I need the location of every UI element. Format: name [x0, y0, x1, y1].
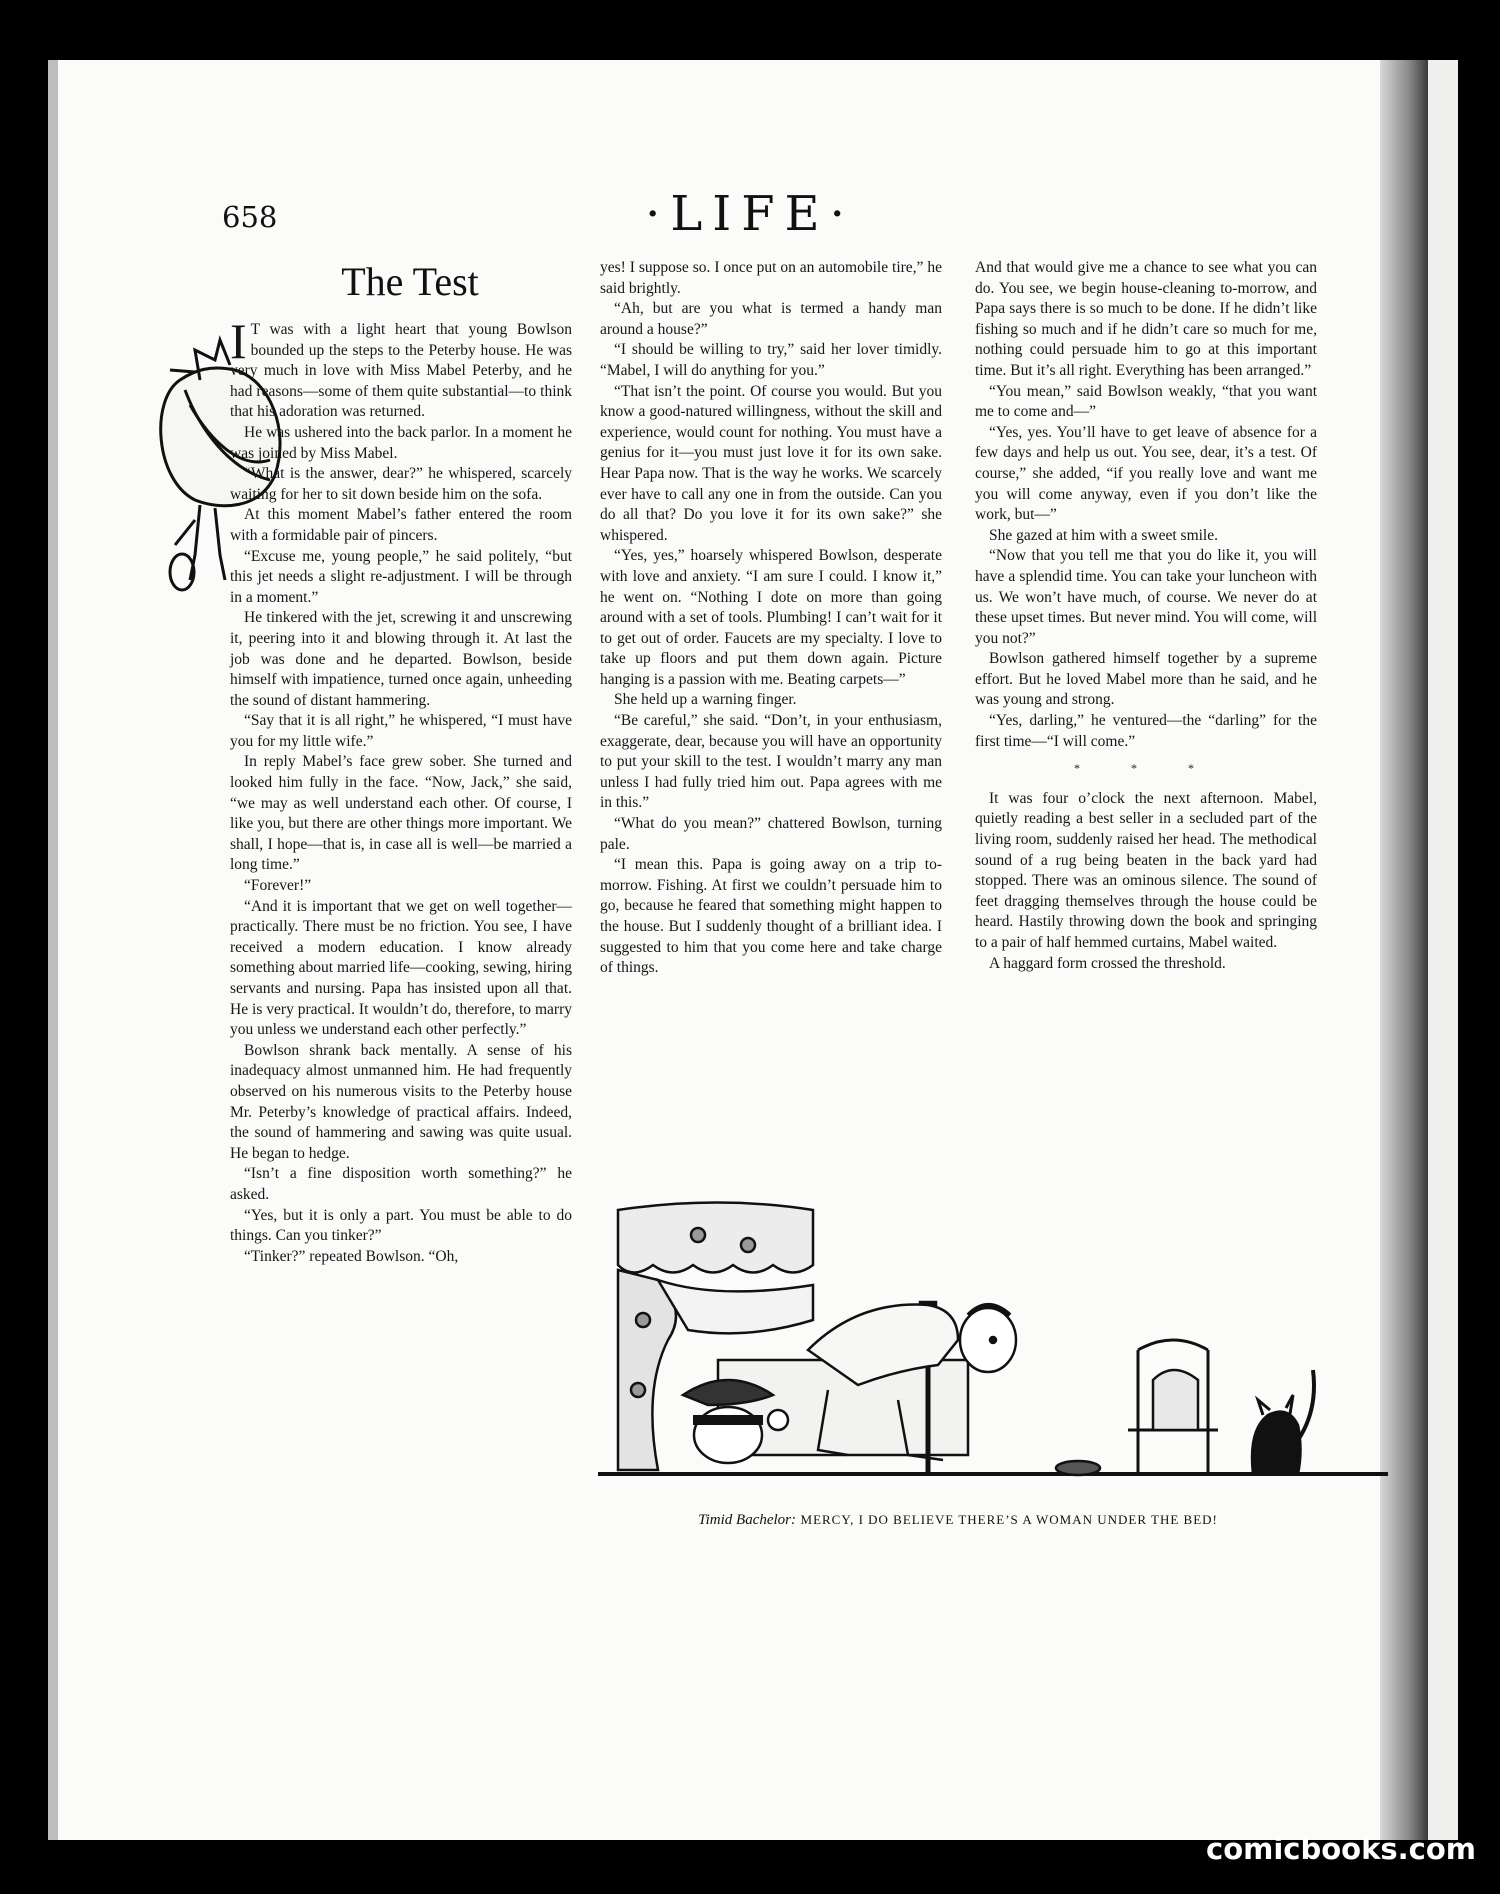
article-paragraph: She held up a warning finger. — [614, 691, 797, 709]
page-spine — [1380, 60, 1428, 1840]
page-left-edge — [48, 60, 58, 1840]
article-paragraph: He was ushered into the back parlor. In a moment he was joined by Miss Mabel. — [230, 423, 572, 462]
next-page-edge — [1428, 60, 1458, 1840]
cartoon-caption — [598, 1512, 1318, 1529]
article-paragraph: “Be careful,” she said. “Don’t, in your enthusiasm, exaggerate, dear, because you will have an opportunity to put your skill to the test. I wouldn’t marry any man unless I had fully tried him out. Papa agrees with me in this.” — [600, 712, 942, 812]
article-paragraph: “Excuse me, young people,” he said politely, “but this jet needs a slight re-adjustment. I will be through in a moment.” — [230, 547, 572, 606]
masthead-title: ·LIFE· — [645, 186, 855, 242]
article-paragraph: “I mean this. Papa is going away on a trip to-morrow. Fishing. At first we couldn’t persuade him to go, because he feared that something might happen to the house. But I suddenly thought of a brilliant idea. I suggested to him that you come here and take charge of things. — [600, 856, 942, 977]
article-paragraph: “Ah, but are you what is termed a handy man around a house?” — [600, 300, 942, 338]
article-paragraph: “What is the answer, dear?” he whispered, scarcely waiting for her to sit down beside him on the sofa. — [230, 465, 572, 503]
article-paragraph: “Yes, but it is only a part. You must be able to do things. Can you tinker?” — [230, 1206, 572, 1245]
article-paragraph: “Forever!” — [244, 877, 312, 895]
caption-speaker: Timid Bachelor: — [698, 1512, 797, 1528]
article-paragraph: “Isn’t a fine disposition worth something?” he asked. — [230, 1165, 572, 1203]
article-paragraph: “Now that you tell me that you do like it, you will have a splendid time. You can take your luncheon with us. We won’t have much, of course. We never do at these upset times. But never mind. You will come, will you not?” — [975, 547, 1317, 647]
article-paragraph: “That isn’t the point. Of course you would. But you know a good-natured willingness, without the skill and experience, would count for nothing. You must have a genius for it—you must just love it for its own sake. Hear Papa now. That is the way he works. We scarcely ever have to call any one in from the outside. Can you do all that? Do you love it for its own sake?” she whispered. — [600, 382, 942, 544]
article-paragraph: “Tinker?” repeated Bowlson. “Oh, — [244, 1247, 459, 1265]
bed-cartoon-illustration — [598, 1190, 1388, 1482]
article-paragraph: It was four o’clock the next afternoon. Mabel, quietly reading a best seller in a secluded part of the living room, suddenly raised her head. The methodical sound of a rug being beaten in the back yard had stopped. There was an ominous silence. The sound of feet dragging themselves through the house could be heard. Hastily throwing down the book and springing to a pair of half hemmed curtains, Mabel waited. — [975, 789, 1317, 951]
article-column-2 — [600, 258, 942, 979]
article-paragraph: “Yes, yes,” hoarsely whispered Bowlson, desperate with love and anxiety. “I am sure I could. I know it,” he went on. “Nothing I dote on more than going around with a set of tools. Plumbing! I can’t wait for it to get out of order. Faucets are my specialty. I love to take up floors and put them down again. Picture hanging is a passion with me. Beating carpets—” — [600, 547, 942, 688]
caption-line: MERCY, I DO BELIEVE THERE’S A WOMAN UNDER THE BED! — [800, 1512, 1218, 1527]
article-paragraph: And that would give me a chance to see what you can do. You see, we begin house-cleaning to-morrow, and Papa says there is so much to be done. If he didn’t like fishing so much and if he didn’t care so much for me, nothing could persuade him to go at this important time. But it’s all right. Everything has been arranged.” — [975, 259, 1317, 379]
drop-cap: I — [230, 313, 247, 369]
page-number: 658 — [222, 200, 278, 234]
article-paragraph: “Yes, yes. You’ll have to get leave of absence for a few days and help us out. You see, dear, it’s a test. Of course,” she added, “if you really love and want me you will come anyway, even if you don’t like the work, but—” — [975, 423, 1317, 524]
article-paragraph: “And it is important that we get on well together—practically. There must be no friction. You see, I have received a modern education. I know already something about married life—cooking, sewing, hiring servants and nursing. Papa has insisted upon all that. He is very practical. It wouldn’t do, therefore, to marry you unless we understand each other perfectly.” — [230, 897, 572, 1039]
article-column-1 — [230, 313, 572, 1267]
article-paragraph: A haggard form crossed the threshold. — [989, 954, 1226, 972]
article-paragraph: “You mean,” said Bowlson weakly, “that you want me to come and—” — [975, 382, 1317, 421]
article-title: The Test — [341, 259, 479, 304]
section-break-stars: * * * — [1074, 761, 1218, 776]
article-paragraph: She gazed at him with a sweet smile. — [989, 526, 1218, 544]
article-paragraph: He tinkered with the jet, screwing it and unscrewing it, peering into it and blowing through it. At last the job was done and he departed. Bowlson, beside himself with impatience, turned once again, unheeding the sound of distant hammering. — [230, 609, 572, 709]
article-paragraph: “Yes, darling,” he ventured—the “darling” for the first time—“I will come.” — [975, 712, 1317, 750]
watermark: comicbooks.com — [1206, 1832, 1476, 1866]
article-paragraph: I T was with a light heart that young Bowlson bounded up the steps to the Peterby house. He was very much in love with Miss Mabel Peterby, and he had reasons—some of them quite substantial—to think that his adoration was returned. — [230, 313, 572, 421]
article-paragraph: “I should be willing to try,” said her lover timidly. “Mabel, I will do anything for you.” — [600, 341, 942, 379]
article-paragraph: “Say that it is all right,” he whispered, “I must have you for my little wife.” — [230, 712, 572, 750]
article-paragraph: Bowlson shrank back mentally. A sense of his inadequacy almost unmanned him. He had frequently observed on his numerous visits to the Peterby house Mr. Peterby’s knowledge of practical affairs. Indeed, the sound of hammering and sawing was quite usual. He began to hedge. — [230, 1041, 572, 1162]
article-column-3 — [975, 258, 1317, 974]
article-paragraph: In reply Mabel’s face grew sober. She turned and looked him fully in the face. “Now, Jack,” she said, “we may as well understand each other. Of course, I like you, but there are other things more important. We shall, I hope—that is, in case all is well—be married a long time.” — [230, 753, 572, 874]
article-paragraph: Bowlson gathered himself together by a supreme effort. But he loved Mabel more than he said, and he was young and strong. — [975, 650, 1317, 709]
article-paragraph: “What do you mean?” chattered Bowlson, turning pale. — [600, 815, 942, 853]
article-paragraph: yes! I suppose so. I once put on an automobile tire,” he said brightly. — [600, 259, 942, 297]
article-paragraph: At this moment Mabel’s father entered the room with a formidable pair of pincers. — [230, 506, 572, 544]
